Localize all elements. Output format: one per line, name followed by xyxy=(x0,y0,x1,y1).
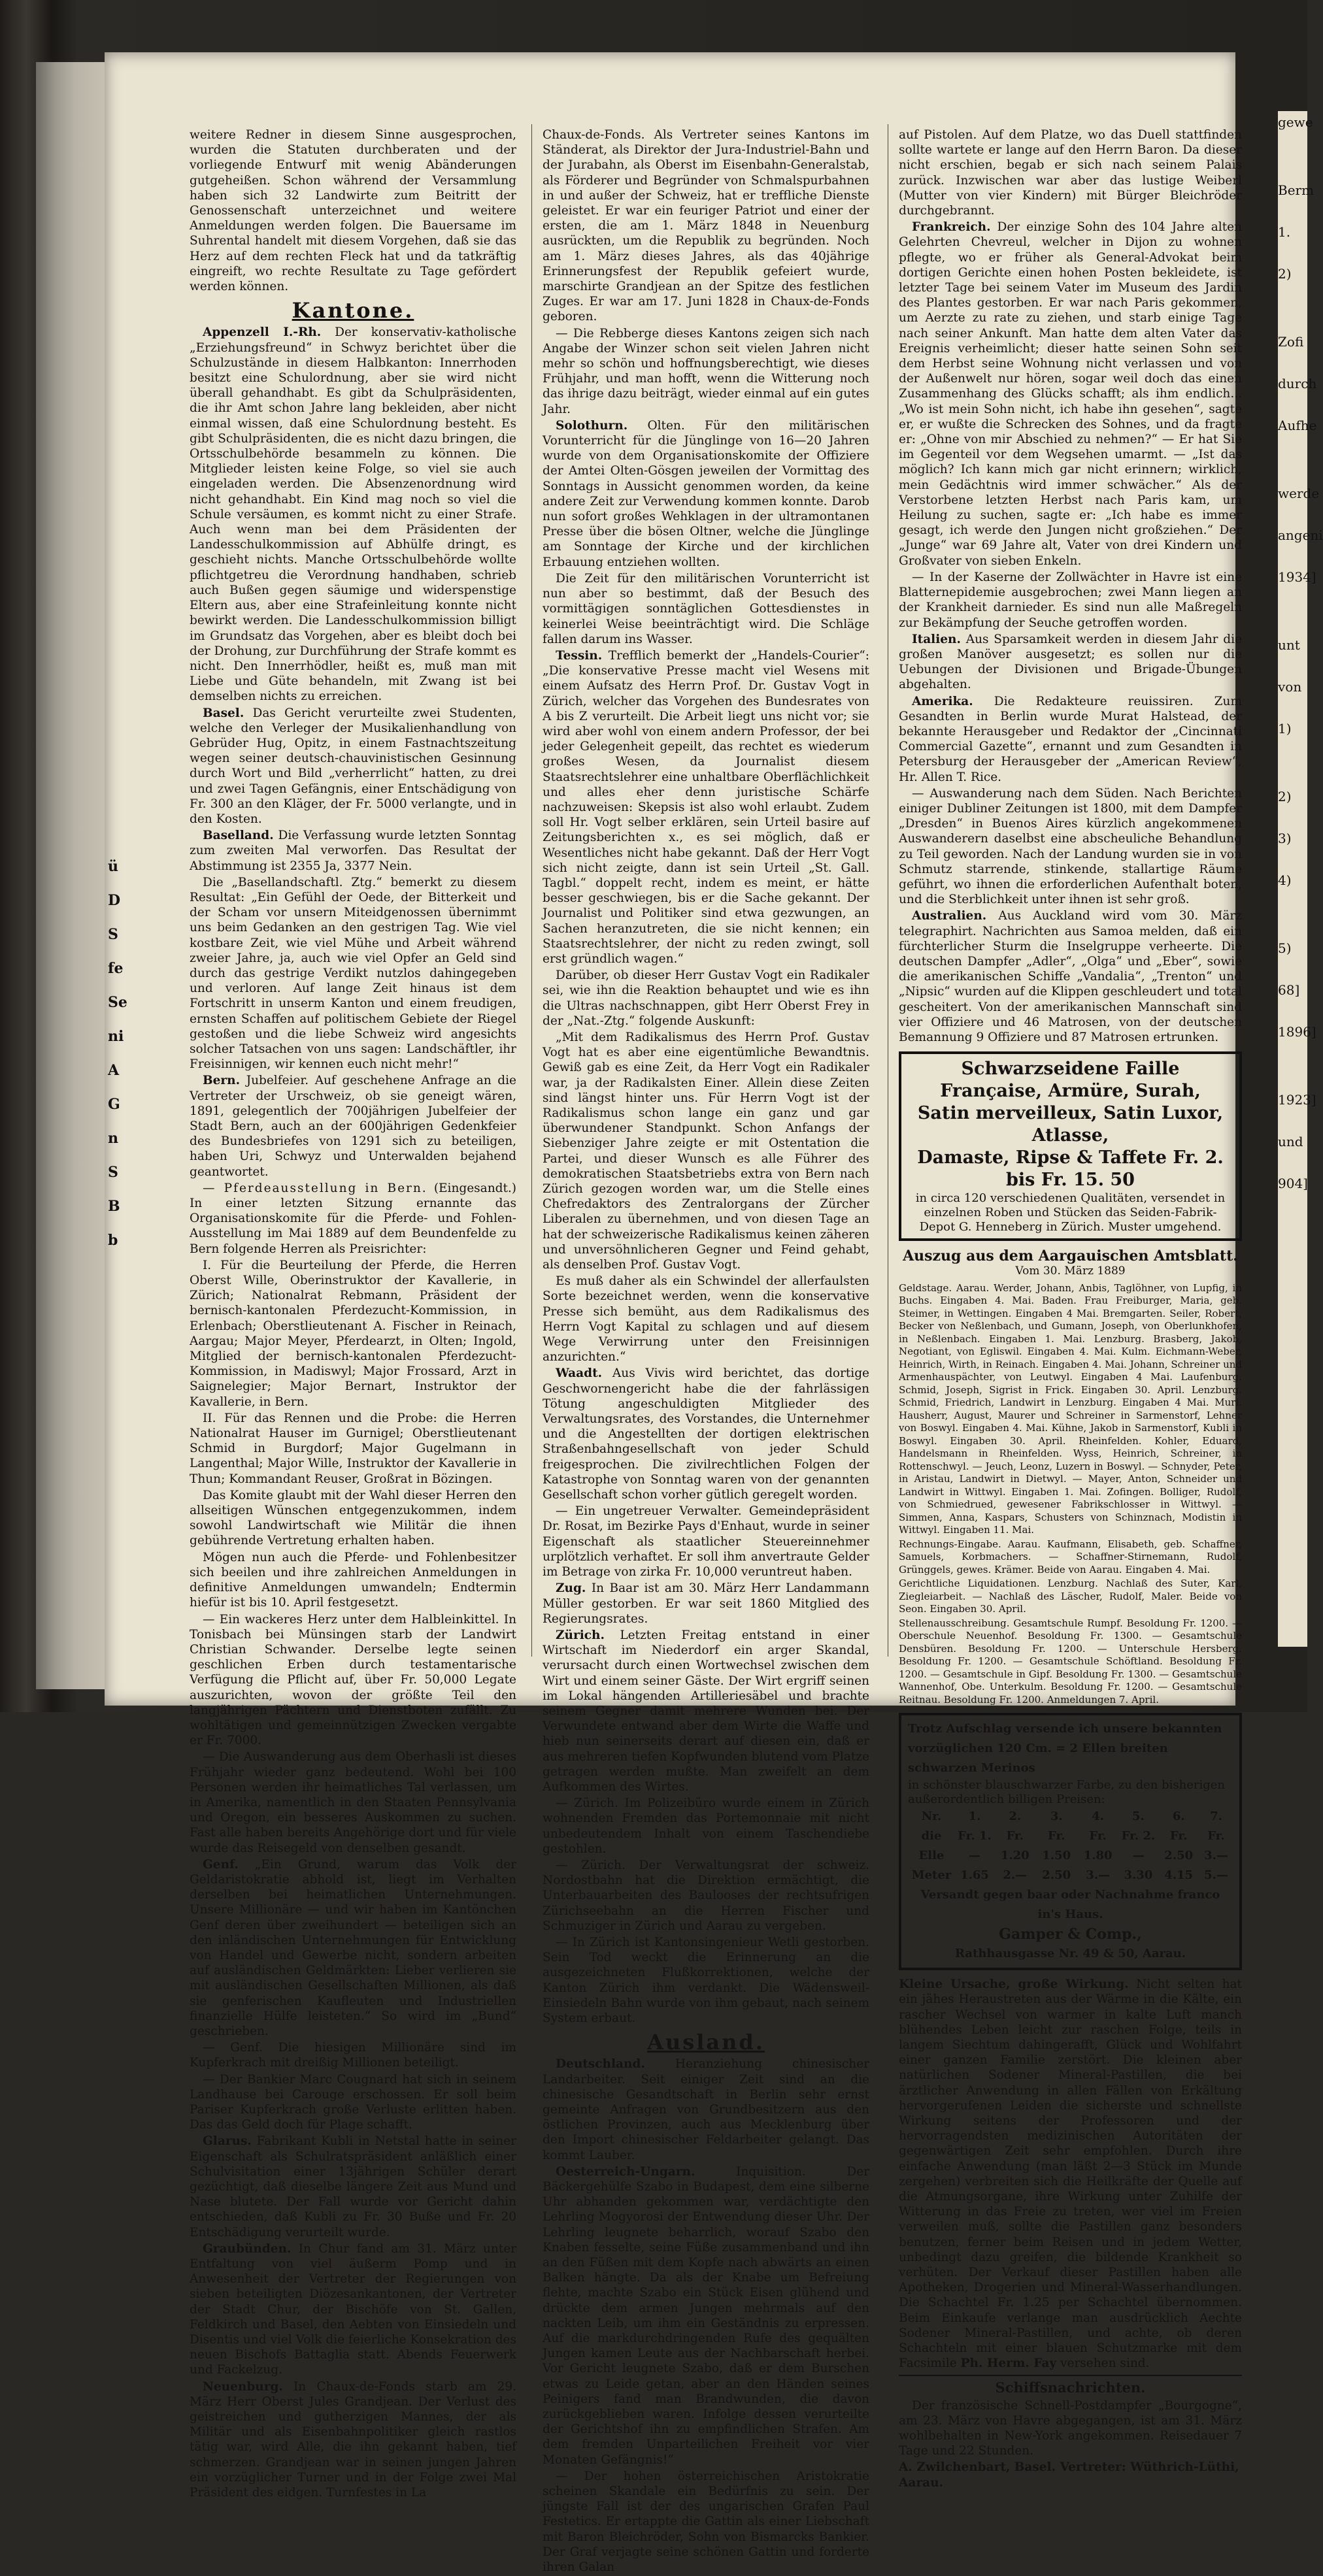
edge-fragment: 2) xyxy=(1278,266,1292,282)
edge-fragment: 1896] xyxy=(1278,1024,1316,1040)
ad-address: Rathhausgasse Nr. 49 & 50, Aarau. xyxy=(954,1947,1186,1961)
price-cell: 1. xyxy=(968,1809,981,1824)
silk-advertisement xyxy=(899,1051,1242,1241)
article-lead: Kleine Ursache, große Wirkung. xyxy=(899,1977,1129,1992)
section-heading: Kantone. xyxy=(292,298,414,323)
article-text: Die Zeit für den militärischen Vorunterricht ist nun aber so bestimmt, daß der Besuch des vormittägigen sonntäglichen Gottesdienstes in keinerlei Weise beeinträchtigt wird. Die Schläge fallen darum ins Wasser. xyxy=(543,571,869,646)
ad-headline: Satin merveilleux, Satin Luxor, Atlasse, xyxy=(917,1103,1224,1146)
article-text: — Zürich. Der Verwaltungsrat der schweiz. Nordostbahn hat die Direktion ermächtigt, die Unterbauarbeiten des Baulooses der rechtsufrigen Zürichseebahn an die Herren Fischer und Schmuziger in Zürich und Aarau zu vergeben. xyxy=(543,1858,869,1933)
article-text: Der konservativ-katholische „Erziehungsfreund“ in Schwyz berichtet über die Schulzustände in diesem Halbkanton: Innerrhoden besitzt eine Schulordnung, aber sie wird nicht überall gehandhabt. Es gibt da Schulpräsidenten, die ihr Amt schon Jahre lang bekleiden, aber nicht einmal wissen, daß eine Schulordnung besteht. Es gibt Schulpräsidenten, die es nicht dazu bringen, die Ortsschulbehörde besammeln zu können. Die Mitglieder leisten keine Folge, so viel sie auch eingeladen werden. Die Absenzenordnung wird nicht gehandhabt. Ein Kind mag noch so viel die Schule versäumen, es kommt nicht zu einer Strafe. Auch wenn man bei dem Präsidenten der Landesschulkommission auf Abhülfe dringt, es geschieht nichts. Manche Ortsschulbehörde wollte pflichtgetreu die Verordnung handhaben, schrieb auch Bußen gegen säumige und widerspenstige Eltern aus, aber eine Strafeinleitung konnte nicht bewirkt werden. Die Landesschulkommission billigt im Grundsatz das Vorgehen, aber es bleibt doch bei der Drohung, zur Durchführung der Strafe kommt es nicht. Den Innerrhödler, heißt es, muß man mit Liebe und Güte behandeln, mit Zwang ist bei demselben nichts zu erreichen. xyxy=(190,325,516,704)
price-cell: 6. xyxy=(1172,1809,1185,1824)
price-cell: 2.50 xyxy=(1042,1868,1071,1883)
article-text: — Die Auswanderung aus dem Oberhasli ist dieses Frühjahr wieder ganz bedeutend. Wohl bei 100 Personen werden ihr heimatliches Tal verlassen, um in Amerika, namentlich in den Staaten Pennsylvania und Oregon, ein besseres Auskommen zu suchen. Fast alle haben bereits Angehörige dort und für viele wurde das Reisegeld von denselben gesandt. xyxy=(190,1750,516,1855)
article-text: (Eingesandt.) In einer letzten Sitzung ernannte das Organisationskomite für die Pferde- und Fohlen-Ausstellung im Mai 1889 auf dem Beundenfelde zu Bern folgende Herren als Preisrichter: xyxy=(190,1181,516,1256)
article-text: „Mit dem Radikalismus des Herrn Prof. Gustav Vogt hat es aber eine eigentümliche Bewandtnis. Gewiß gab es eine Zeit, da Herr Vogt ein Radikaler war, ja der Radikalsten Einer. Allein diese Zeiten sind längst hinter uns. Für Herrn Vogt ist der Radikalismus schon lange ein ganz und gar überwundener Standpunkt. Schon Anfangs der Siebenziger Jahre zeigte er mit Ostentation die Partei, und dieser Wunsch es alle Führer des demokratischen Staatsbetriebs extra von Bern nach Zürich gezogen worden war, um die Stelle eines Chefredaktors des Zentralorgans der Zürcher Liberalen zu übernehmen, und von diesen Tage an hat der schweizerische Radikalismus keinen zäheren und unversöhnlicheren Gegner und Feind gehabt, als denselben Prof. Gustav Vogt. xyxy=(543,1030,869,1272)
edge-fragment: 1934] xyxy=(1278,569,1316,585)
right-edge-fragments xyxy=(1278,111,1323,1647)
article-lead: Tessin. xyxy=(556,648,603,663)
edge-fragment: 904] xyxy=(1278,1176,1308,1191)
edge-fragment: 1. xyxy=(1278,224,1291,240)
edge-fragment: Zofi xyxy=(1278,334,1304,350)
price-cell: Fr. 2.50 xyxy=(1164,1829,1194,1863)
edge-fragment: angeni xyxy=(1278,527,1323,543)
margin-fragment: D xyxy=(108,892,121,909)
ad-text: Versandt gegen baar oder Nachnahme franco in's Haus. xyxy=(920,1888,1220,1922)
ad-text: Trotz Aufschlag versende ich unsere bekannten xyxy=(908,1722,1222,1736)
edge-fragment: von xyxy=(1278,679,1302,695)
article-lead: Australien. xyxy=(912,909,987,923)
article-lead: Basel. xyxy=(203,706,244,720)
signature: Ph. Herm. Fay xyxy=(960,2356,1057,2371)
article-lead: Zürich. xyxy=(556,1628,605,1642)
article-text: Es muß daher als ein Schwindel der allerfaulsten Sorte bezeichnet werden, wenn die konservative Presse sich bemüht, aus dem Radikalismus des Herrn Vogt Kapital zu schlagen und auf diesem Wege Verwirrung unter den Freisinnigen anzurichten.“ xyxy=(543,1274,869,1364)
article-text: „Ein Grund, warum das Volk der Geldaristokratie abhold ist, liegt im Verhalten derselben bei heimatlichen Unternehmungen. Unsere Millionäre — und wir haben im Kantönchen Genf deren über zweihundert — beteiligen sich an den inländischen Unternehmungen für Entwicklung von Handel und Gewerbe nicht, sondern arbeiten auf ausländischen Geldmärkten: Lieber verlieren sie mit ausländischen Gesellschaften Millionen, als daß sie genferischen Kaufleuten und Industriellen finanzielle Hülfe leisteten.“ So wird im „Bund“ geschrieben. xyxy=(190,1857,516,2038)
article-text: Die „Basellandschaftl. Ztg.“ bemerkt zu diesem Resultat: „Ein Gefühl der Oede, der Bitterkeit und der Scham vor unsern Miteidgenossen übernimmt uns beim Gedanken an den gestrigen Tag. Wie viel kostbare Zeit, wie viel Mühe und Arbeit während zweier Jahre, ja, auch wie viel Opfer an Geld sind durch das gestrige Verdikt nutzlos dahingegeben und verloren. Auf lange Zeit hinaus ist dem Fortschritt in unserm Kanton und einem freudigen, ernsten Schaffen auf politischem Gebiete der Riegel gestoßen und die liebe Schweiz wird angesichts solcher Tatsachen von uns sagen: Landschäftler, ihr Freisinnigen, wir kennen euch nicht mehr!“ xyxy=(190,875,516,1072)
article-text: In Chaux-de-Fonds starb am 29. März Herr Oberst Jules Grandjean. Der Verlust des geistreichen und gutherzigen Mannes, der als Militär und als Eisenbahnpolitiker gleich rastlos tätig war, wird Alle, die ihn gekannt haben, tief schmerzen. Grandjean war in seinen jungen Jahren ein vorzüglicher Turner und in der Folge zwei Mal Präsident des eidgen. Turnfestes in La xyxy=(190,2379,516,2500)
margin-fragment: S xyxy=(108,926,118,943)
edge-fragment: werde xyxy=(1278,486,1320,501)
article-text: Letzten Freitag entstand in einer Wirtschaft im Niederdorf ein arger Skandal, verursacht durch einen Wortwechsel zwischen dem Wirt und einem seiner Gäste. Der Wirt ergriff seinen im Lokal hängenden Artilleriesäbel und brachte seinem Gegner damit mehrere Wunden bei. Der Verwundete entwand aber dem Wirte die Waffe und hieb nun seinerseits derart auf diesen ein, daß er aus mehreren tiefen Kopfwunden blutend vom Platze getragen werden mußte. Man zweifelt an dem Aufkommen des Wirtes. xyxy=(543,1628,869,1794)
article-text: Die Verfassung wurde letzten Sonntag zum zweiten Mal verworfen. Das Resultat der Abstimmung ist 2355 Ja, 3377 Nein. xyxy=(190,829,516,873)
article-text: In Baar ist am 30. März Herr Landammann Müller gestorben. Er war seit 1860 Mitglied des Regierungsrates. xyxy=(543,1581,869,1626)
article-text: Das Gericht verurteilte zwei Studenten, welche den Verleger der Musikalienhandlung von Gebrüder Hug, Opitz, in einem Fastnachtszeitung wegen seiner deutsch-chauvinistischen Gesinnung durch Wort und Bild „verherrlicht“ hatten, zu drei und zwei Tagen Gefängnis, einer Entschädigung von Fr. 300 an den Kläger, der Fr. 5000 verlangte, und in den Kosten. xyxy=(190,706,516,826)
article-text: versehen sind. xyxy=(1060,2356,1150,2371)
edge-fragment: 68] xyxy=(1278,982,1300,998)
amtsblatt-date: Vom 30. März 1889 xyxy=(1015,1264,1126,1278)
article-lead: Oesterreich-Ungarn. xyxy=(556,2164,695,2179)
article-lead: Graubünden. xyxy=(203,2241,292,2256)
article-text: — Der hohen österreichischen Aristokratie scheinen Skandale ein Bedürfnis zu sein. Der jüngste Fall ist der des ungarischen Grafen Paul Festetics. Er ertappte die Gattin als einer Liebschaft mit Baron Bleichröder, Sohn von Bismarcks Bankier. Der Graf verjagte seine schönen Gattin und forderte ihren Galan xyxy=(543,2469,869,2575)
margin-fragment: fe xyxy=(108,960,124,977)
article-lead: Genf. xyxy=(203,1857,239,1872)
column-3 xyxy=(899,127,1242,2490)
article-text: In Chur fand am 31. März unter Entfaltung von viel äußerm Pomp und in Anwesenheit der Vertreter der Regierungen von sieben beteiligten Diözesankantonen, der Vertreter der Stadt Chur, der Bischöfe von St. Gallen, Feldkirch und Basel, den Aebten von Einsiedeln und Disentis und viel Volk die feierliche Konsekration des neuen Bischofs Battaglia statt. Abends Feuerwerk und Fackelzug. xyxy=(190,2241,516,2377)
price-cell: Meter xyxy=(911,1868,952,1883)
ad-firm: Gamper & Comp., xyxy=(999,1926,1142,1943)
article-text: Das Komite glaubt mit der Wahl dieser Herren den allseitigen Wünschen entgegenzukommen, indem sowohl Landwirtschaft wie Militär die ihnen gebührende Vertretung erhalten haben. xyxy=(190,1488,516,1548)
price-cell: Fr. 1.50 xyxy=(1042,1829,1071,1863)
article-text: — In Zürich ist Kantonsingenieur Wetli gestorben. Sein Tod weckt die Erinnerung an die ausgezeichneten Flußkorrektionen, welche der Kanton Zürich ihm verdankt. Die Wädensweil-Einsiedeln Bahn wurde von ihm gebaut, nach seinem System erbaut. xyxy=(543,1935,869,2025)
margin-fragment: Se xyxy=(108,994,127,1011)
article-lead: Appenzell I.-Rh. xyxy=(203,325,322,340)
article-text: — In der Kaserne der Zollwächter in Havre ist eine Blatternepidemie ausgebrochen; zwei Mann liegen an der Krankheit darnieder. Es sind nun alle Maßregeln zur Bekämpfung der Seuche getroffen worden. xyxy=(899,570,1242,630)
column-2 xyxy=(543,127,869,2576)
price-cell: Nr. xyxy=(921,1809,942,1824)
margin-fragment: ü xyxy=(108,858,118,875)
article-text: — Auswanderung nach dem Süden. Nach Berichten einiger Dubliner Zeitungen ist 1800, mit dem Dampfer „Dresden“ in Buenos Aires kürzlich angekommenen Auswanderern daselbst eine abscheuliche Behandlung zu Teil geworden. Nach der Landung wurden sie in von Schmutz starrende, stinkende, stallartige Räume geführt, wo ihnen die erforderlichen Aufenthalt boten, und die Sterblichkeit unter ihnen ist sehr groß. xyxy=(899,786,1242,907)
margin-fragment: A xyxy=(108,1062,120,1079)
price-cell: 2. xyxy=(1009,1809,1022,1824)
article-lead: Amerika. xyxy=(912,694,973,708)
article-text: Fabrikant Kubli in Netstal hatte in seiner Eigenschaft als Schulratspräsident anläßlich einer Schulvisitation einer 13jährigen Schüler derart gezüchtigt, daß dieselbe längere Zeit aus Mund und Nase blutete. Der Fall wurde vor Gericht dahin entschieden, daß Kubli zu Fr. 30 Buße und Fr. 20 Entschädigung verurteilt wurde. xyxy=(190,2134,516,2239)
article-text: Der einzige Sohn des 104 Jahre alten Gelehrten Chevreul, welcher in Dijon zu wohnen pflegte, wo er früher als General-Advokat beim dortigen Gerichte einen hohen Posten bekleidete, ist letzter Tage bei seinem Vater im Museum des Jardin des Plantes gestorben. Er war nach Paris gekommen, um Aerzte zu rate zu ziehen, und starb einige Tage nach seiner Ankunft. Man hatte dem alten Vater das Ereignis verheimlicht; dieser hatte seinen Sohn seit dem Herbst seine Wohnung nicht verlassen und von der Außenwelt nur hören, sogar weil doch das einen Zusammenhang des Glücks schafft; als ihm endlich... „Wo ist mein Sohn nicht, ich habe ihn gesehen“, sagte er, er wußte die Schrecken des Sohnes, und da fragte er: „Ohne von mir Abschied zu nehmen?“ — Er hat Sie im Gegenteil vor dem Wegsehen umarmt. — „Ist das möglich? Ich kann mich gar nicht erinnern; wirklich, mein Gedächtnis wird immer schwächer.“ Als der Verstorbene letzten Herbst nach Paris kam, um Heilung zu suchen, sagte er: „Ich habe es immer gesagt, ich werde den Jungen nicht großziehen.“ Der „Junge“ war 69 Jahre alt, Vater von drei Kindern und Großvater von sieben Enkeln. xyxy=(899,220,1242,568)
article-text: Chaux-de-Fonds. Als Vertreter seines Kantons im Ständerat, als Direktor der Jura-Industriel-Bahn und der Jurabahn, als Oberst im Eisenbahn-Generalstab, als Förderer und Begründer von Schmalspurbahnen in und außer der Schweiz, hat er treffliche Dienste geleistet. Er war ein feuriger Patriot und einer der ersten, die am 1. März 1848 in Neuenburg ausrückten, um die Republik zu begründen. Noch am 1. März dieses Jahres, als das 40jährige Erinnerungsfest der Republik gefeiert wurde, marschirte Grandjean an der Spitze des festlichen Zuges. Er war am 17. Juni 1828 in Chaux-de-Fonds geboren. xyxy=(543,128,869,324)
price-cell: Fr. 1.20 xyxy=(1000,1829,1030,1863)
article-lead: Waadt. xyxy=(556,1366,603,1381)
article-text: — Ein wackeres Herz unter dem Halbleinkittel. In Tonisbach bei Münsingen starb der Landwirt Christian Schwander. Derselbe legte seinen geschlichen Erben durch testamentarische Verfügung die Pflicht auf, über Fr. 50,000 Legate auszurichten, wovon der größte Teil den langjährigen Pächtern und Dienstboten zufällt. Zu wohltätigen und gemeinnützigen Zwecken vergabte er Fr. 7000. xyxy=(190,1612,516,1748)
article-text: Trefflich bemerkt der „Handels-Courier“: „Die konservative Presse macht viel Wesens mit einem Aufsatz des Herrn Prof. Dr. Gustav Vogt in Zürich, welcher das Vorgehen des Bundesrates von A bis Z verurteilt. Die Arbeit liegt uns nicht vor; sie wird aber wohl von einem andern Professor, der bei jeder Gelegenheit gepeilt, das rechtet es wiederum großes Wesen, da Journalist diesem Staatsrechtslehrer eine unhaltbare Oberflächlichkeit und alles eher denn juristische Schärfe nachzuweisen: Skepsis ist also wohl erlaubt. Zudem soll Hr. Vogt selber erklären, sein Urteil basire auf Zeitungsberichten x., es sei möglich, daß er Wesentliches nicht habe gekannt. Daß der Herr Vogt sich nicht zeigte, dann ist sein Urteil „St. Gall. Tagbl.“ doppelt recht, indem es meint, er hätte besser geschwiegen, bis er die Sache gekannt. Der Journalist und Politiker sind etwa gezwungen, an Sachen heranzutreten, die sie nicht kennen; ein Staatsrechtslehrer, der nicht zu reden zwingt, soll erst gründlich wagen.“ xyxy=(543,648,869,966)
edge-fragment: gewe xyxy=(1278,114,1313,130)
article-lead: Bern. xyxy=(203,1074,241,1088)
margin-fragment: S xyxy=(108,1164,118,1181)
article-text: — Zürich. Im Polizeibüro wurde einem in Zürich wohnenden Fremden das Portemonnaie mit nicht unbedeutendem Inhalt von einem Taschendiebe gestohlen. xyxy=(543,1796,869,1856)
article-lead: Glarus. xyxy=(203,2134,252,2149)
article-text: Olten. Für den militärischen Vorunterricht für die Jünglinge von 16—20 Jahren wurde von dem Organisationskomite der Offiziere der Amtei Olten-Gösgen jeweilen der Vormittag des Sonntags in Aussicht genommen worden, da keine andere Zeit zur Verwendung kommen konnte. Darob nun sofort großes Wehklagen in der ultramontanen Presse über die bösen Oltner, welche die Jünglinge am Sonntage der Kirche und der kirchlichen Erbauung entziehen wollten. xyxy=(543,418,869,569)
article-text: — Genf. Die hiesigen Millionäre sind im Kupferkrach mit dreißig Millionen beteiligt. xyxy=(190,2041,516,2070)
article-text: weitere Redner in diesem Sinne ausgesprochen, wurden die Statuten durchberaten und der vorliegende Entwurf mit wenig Abänderungen gutgeheißen. Schon während der Versammlung haben sich 32 Landwirte zum Beitritt der Genossenschaft unterzeichnet und weitere Anmeldungen werden folgen. Die Bauersame im Suhrental handelt mit diesem Vorgehen, daß sie das Herz auf dem rechten Fleck hat und da tatkräftig eingreift, wo rechte Resultate zu Tage gefördert werden können. xyxy=(190,128,516,294)
article-lead: Solothurn. xyxy=(556,418,628,433)
price-cell: Fr. 3.— xyxy=(1204,1829,1228,1863)
margin-fragment: G xyxy=(108,1096,120,1113)
price-cell: 3.— xyxy=(1086,1868,1111,1883)
ad-headline: Damaste, Ripse & Taffete Fr. 2. bis Fr. 15. 50 xyxy=(917,1148,1224,1191)
amtsblatt-entry: Stellenausschreibung. Gesamtschule Rumpf. Besoldung Fr. 1200. — Oberschule Neuenhof. Besoldung Fr. 1300. — Gesamtschule Densbüren. Besoldung Fr. 1200. — Unterschule Hersberg. Besoldung Fr. 1200. — Gesamtschule Schöftland. Besoldung Fr. 1200. — Gesamtschule in Gipf. Besoldung Fr. 1300. — Gesamtschule Wannenhof, Obe. Unterkulm. Besoldung Fr. 1200. — Gesamtschule Reitnau. Besoldung Fr. 1200. Anmeldungen 7. April. xyxy=(899,1617,1242,1706)
amtsblatt-listing xyxy=(899,1282,1242,1707)
edge-fragment: 5) xyxy=(1278,940,1292,956)
edge-fragment: 1) xyxy=(1278,721,1292,736)
margin-fragment: b xyxy=(108,1232,118,1249)
edge-fragment: durch xyxy=(1278,376,1317,391)
edge-fragment: Berm xyxy=(1278,182,1315,198)
edge-fragment: 2) xyxy=(1278,789,1292,804)
ad-headline: Schwarzseidene Faille Française, Armüre, Surah, xyxy=(940,1059,1201,1102)
article-text: — Ein ungetreuer Verwalter. Gemeindepräsident Dr. Rosat, im Bezirke Pays d'Enhaut, wurde in seiner Eigenschaft als staatlicher Steuereinnehmer urplötzlich verhaftet. Er soll ihm anvertraute Gelder im Betrage von zirka Fr. 10,000 veruntreut haben. xyxy=(543,1504,869,1579)
article-text: Aus Vivis wird berichtet, das dortige Geschwornengericht habe die der fahrlässigen Tötung angeschuldigten Mitglieder des Verwaltungsrates, des Vorstandes, die Unternehmer und die Angestellten der dortigen elektrischen Straßenbahngesellschaft von jeder Schuld freigesprochen. Die zivilrechtlichen Folgen der Katastrophe von Sonntag waren von der genannten Gesellschaft schon vorher gütlich geregelt worden. xyxy=(543,1366,869,1502)
left-margin-fragments xyxy=(108,850,127,1634)
article-text: Aus Auckland wird vom 30. März telegraphirt. Nachrichten aus Samoa melden, daß ein fürchterlicher Sturm die Inselgruppe verheerte. Die deutschen Dampfer „Adler“, „Olga“ und „Eber“, sowie die amerikanischen Schiffe „Vandalia“, „Trenton“ und „Nipsic“ wurden auf die Klippen geschleudert und total gescheitert. Von der amerikanischen Mannschaft sind vier Offiziere und 46 Matrosen, von der deutschen Bemannung 9 Offiziere und 87 Matrosen ertrunken. xyxy=(899,909,1242,1044)
article-text: Der französische Schnell-Postdampfer „Bourgogne“, am 23. März von Havre abgegangen, ist am 31. März wohlbehalten in New-York angekommen. Reisedauer 7 Tage und 22 Stunden. xyxy=(899,2398,1242,2458)
ad-text: vorzüglichen 120 Cm. = 2 Ellen breiten schwarzen Merinos xyxy=(908,1742,1168,1775)
price-cell: 5. xyxy=(1132,1809,1145,1824)
price-cell: 4. xyxy=(1092,1809,1105,1824)
article-text: Mögen nun auch die Pferde- und Fohlenbesitzer sich beeilen und ihre zahlreichen Anmeldungen in definitive Anmeldungen umwandeln; Endtermin hiefür ist bis 10. April festgesetzt. xyxy=(190,1550,516,1610)
article-subhead: — Pferdeausstellung in Bern. xyxy=(203,1181,427,1195)
divider xyxy=(899,2375,1242,2376)
article-text: — Der Bankier Marc Cougnard hat sich in seinem Landhause bei Carouge erschossen. Er soll beim Pariser Kupferkrach große Verluste erlitten haben. Das das Geld doch für Plage schafft. xyxy=(190,2072,516,2132)
article-lead: Deutschland. xyxy=(556,2057,645,2072)
edge-fragment: unt xyxy=(1278,637,1300,653)
margin-fragment: n xyxy=(108,1130,118,1147)
left-page-stack xyxy=(36,62,111,1689)
amtsblatt-heading: Auszug aus dem Aargauischen Amtsblatt. xyxy=(903,1247,1238,1265)
price-cell: 3.30 xyxy=(1124,1868,1153,1883)
article-text: Aus Sparsamkeit werden in diesem Jahr die großen Manöver ausgesetzt; es sollen nur die Uebungen der Divisionen und Brigade-Übungen abgehalten. xyxy=(899,632,1242,692)
ad-text: in circa 120 verschiedenen Qualitäten, versendet in einzelnen Roben und Stücken das Seiden-Fabrik-Depot G. Henneberg in Zürich. Muster umgehend. xyxy=(915,1191,1226,1234)
margin-fragment: B xyxy=(108,1198,120,1215)
article-lead: Zug. xyxy=(556,1581,586,1596)
price-cell: 2.— xyxy=(1003,1868,1028,1883)
article-text: Jubelfeier. Auf geschehene Anfrage an die Vertreter der Urschweiz, ob sie geneigt wären, 1891, gelegentlich der 700jährigen Jubelfeier der Stadt Bern, auch an der 600jährigen Gedenkfeier des Bundesbriefes von 1291 sich zu beteiligen, haben Uri, Schwyz und Unterwalden bejahend geantwortet. xyxy=(190,1074,516,1179)
amtsblatt-entry: Gerichtliche Liquidationen. Lenzburg. Nachlaß des Suter, Karl, Ziegleiarbeit. — Nachlaß des Läscher, Rudolf, Maler. Beide von Seon. Eingaben 30. April. xyxy=(899,1577,1242,1615)
price-cell: Fr. 1.— xyxy=(958,1829,992,1863)
edge-fragment: und xyxy=(1278,1134,1303,1149)
article-lead: Neuenburg. xyxy=(203,2379,283,2394)
price-table xyxy=(908,1807,1233,1885)
article-lead: Frankreich. xyxy=(912,220,991,235)
article-lead: Italien. xyxy=(912,632,961,646)
price-cell: 3. xyxy=(1050,1809,1063,1824)
price-cell: Fr. 1.80 xyxy=(1083,1829,1113,1863)
price-cell: 1.65 xyxy=(960,1868,989,1883)
section-heading: Ausland. xyxy=(647,2030,765,2055)
article-text: Darüber, ob dieser Herr Gustav Vogt ein Radikaler sei, wie ihn die Reaktion behauptet und wie es ihn die Ultras nachschnappen, gibt Herr Oberst Frey in der „Nat.-Ztg.“ folgende Auskunft: xyxy=(543,968,869,1028)
price-cell: die Elle xyxy=(918,1829,945,1863)
margin-fragment: ni xyxy=(108,1028,124,1045)
article-text: I. Für die Beurteilung der Pferde, die Herren Oberst Wille, Oberinstruktor der Kavallerie, in Zürich; Nationalrat Rebmann, Präsident der bernisch-kantonalen Pferdezucht-Kommission, in Erlenbach; Oberstlieutenant A. Fischer in Reinach, Aargau; Major Meyer, Pferdearzt, in Olten; Ingold, Mitglied der bernisch-kantonalen Pferdezucht-Kommission, in Madiswyl; Major Frossard, Arzt in Saignelegier; Major Bernart, Instruktor der Kavallerie, in Bern. xyxy=(190,1258,516,1409)
shipping-agent: A. Zwilchenbart, Basel. Vertreter: Wüthrich-Lüthi, Aarau. xyxy=(899,2460,1239,2490)
article-lead: Baselland. xyxy=(203,829,274,843)
edge-fragment: Aufhe xyxy=(1278,418,1317,433)
merinos-advertisement xyxy=(899,1713,1242,1970)
edge-fragment: 3) xyxy=(1278,831,1292,846)
edge-fragment: 1923] xyxy=(1278,1092,1316,1108)
amtsblatt-entry: Geldstage. Aarau. Werder, Johann, Anbis, Taglöhner, von Lupfig, in Buchs. Eingaben 4. Mai. Baden. Frau Freiburger, Maria, geb. Steimer, in Wettingen. Eingaben 4 Mai. Bremgarten. Seiler, Robert, Becker von Neßlenbach, und Gumann, Joseph, von Oberlunkhofen, in Neßlenbach. Eingaben 1. Mai. Lenzburg. Brasberg, Jakob, Negotiant, von Egliswil. Eingaben 4. Mai. Kulm. Eichmann-Weber, Heinrich, Wirth, in Reinach. Eingaben 4. Mai. Johann, Schreiner und Armenhauspächter, von Leutwyl. Eingaben 4 Mai. Laufenburg. Schmid, Joseph, Sigrist in Frick. Eingaben 30. April. Lenzburg. Schmid, Friedrich, Landwirt in Lenzburg. Eingaben 4 Mai. Muri. Hausherr, August, Maurer und Schreiner in Sarmenstorf, Lehner von Boswyl. Eingaben 4. Mai. Kühne, Jakob in Sarmenstorf, Kubli in Boswyl. Eingaben 30. April. Rheinfelden. Kohler, Eduard, Handelsmann in Rheinfelden. Wyss, Heinrich, Schreiner, in Rottenschwyl. — Jeuch, Leonz, Luzern in Boswyl. — Schnyder, Peter, in Aristau, Landwirt in Dietwyl. — Mayer, Anton, Schneider und Landwirt in Wittwyl. Eingaben 1. Mai. Zofingen. Bolliger, Rudolf, von Schmiedrued, gewesener Fabrikschlosser in Wittwyl. — Simmen, Anna, Kaspars, Schusters von Schinznach, Modistin in Wittwyl. Eingaben 11. Mai. xyxy=(899,1281,1242,1536)
article-text: II. Für das Rennen und die Probe: die Herren Nationalrat Hauser im Gurnigel; Oberstlieutenant Schmid in Burgdorf; Major Gugelmann in Langenthal; Major Wille, Instruktor der Kavallerie in Thun; Kommandant Reuser, Großrat in Bözingen. xyxy=(190,1411,516,1486)
shipping-heading: Schiffsnachrichten. xyxy=(995,2379,1146,2396)
column-1 xyxy=(190,127,516,2502)
ad-text: in schönster blauschwarzer Farbe, zu den bisherigen außerordentlich billigen Preisen: xyxy=(908,1778,1225,1807)
price-cell: 5.— xyxy=(1204,1868,1228,1883)
article-text: Nicht selten hat ein jähes Heraustreten aus der Wärme in die Kälte, ein rascher Wechsel von warmer in kalte Luft manch blühendes Leben leicht zur raschen Folge, teils in langem Siechtum dahingerafft, Glück und Wohlfahrt einer ganzen Familie zerstört. Die kleinen aber natürlichen Sodener Mineral-Pastillen, die bei ärztlicher Anwendung in allen Fällen von Erkältung hervorgerufenen Leiden die sicherste und schnellste Wirkung seitens der Professoren und der hervorragendsten medizinischen Autoritäten der gegenwärtigen Zeit sehr empfohlen. Durch ihre einfache Anwendung (man läßt 2—3 Stück im Munde zergehen) verbreiten sich die Heilkräfte der Quelle auf die Atmungsorgane, ihre Wirkung unter Zuhilfe der Witterung in das Freie zu treten, wer viel im Freien verweilen muß, sollte die Pastillen ganz besonders benutzen, ferner beim Reisen und in jedem Wetter, unbedingt dazu greifen, die bildende Krankheit so verhüten. Der Verkauf dieser Pastillen haben alle Apotheken, Drogerien und Mineral-Wasserhandlungen. Die Schachtel Fr. 1.25 per Schachtel übernommen. Beim Einkaufe verlange man ausdrücklich Aechte Sodener Mineral-Pastillen, und achte, ob deren Schachteln mit einer blauen Schutzmarke mit dem Facsimile xyxy=(899,1977,1242,2371)
article-text: Heranziehung chinesischer Landarbeiter. Seit einiger Zeit sind an die chinesische Gesandtschaft in Berlin sehr ernst gemeinte Anfragen von Grundbesitzern aus den östlichen Provinzen, auch aus Mecklenburg über den Import chinesischer Feldarbeiter gelangt. Das kommt Lauber. xyxy=(543,2057,869,2162)
article-text: Die Redakteure reuissiren. Zum Gesandten in Berlin wurde Murat Halstead, der bekannte Herausgeber und Redaktor der „Cincinnati Commercial Gazette“, ernannt und zum Gesandten in Petersburg der Herausgeber der „American Review“, Hr. Allen T. Rice. xyxy=(899,694,1242,784)
article-text: auf Pistolen. Auf dem Platze, wo das Duell stattfinden sollte wartete er lange auf den Herrn Baron. Da dieser nicht erschien, begab er sich nach seinem Palais zurück. Inzwischen war aber das lustige Weiberl (Mutter von vier Kindern) mit Bürger Bleichröder durchgebrannt. xyxy=(899,128,1242,218)
column-rule xyxy=(531,124,532,1657)
amtsblatt-entry: Rechnungs-Eingabe. Aarau. Kaufmann, Elisabeth, geb. Schaffner, Samuels, Korbmachers. — Schaffner-Stirnemann, Rudolf, Grünggels, gewes. Krämer. Beide von Aarau. Eingaben 4. Mai. xyxy=(899,1538,1242,1576)
price-cell: Fr. 2.— xyxy=(1121,1829,1156,1863)
article-text: Inquisition. Der Bäckergehülfe Szabo in Budapest, dem eine silberne Uhr abhanden gekommen war, verdächtigte den Lehrling Mogyorosi der Entwendung dieser Uhr. Der Lehrling leugnete beharrlich, worauf Szabo den Knaben fesselte, seine Füße zusammenband und ihn an den Füßen mit dem Kopfe nach abwärts an einen Balken hängte. Da als der Knabe um Befreiung flehte, machte Szabo ein Stück Eisen glühend und drückte dem armen Jungen mehrmals auf den nackten Leib, um ihm ein Geständnis zu erpressen. Auf die markdurchdringenden Rufe des gequälten Jungen kamen Leute aus der Nachbarschaft herbei. Vor Gericht leugnete Szabo, daß er dem Burschen etwas zu Leide getan, aber an den Händen seines Peinigers fand man Brandwunden, die davon zurückgeblieben waren. Infolge dessen verurteilte der Gerichtshof ihn zu empfindlichen Strafen. Am dem fremden Unparteilichen Freiheit vor vier Monaten Gefängnis!“ xyxy=(543,2164,869,2467)
price-cell: 7. xyxy=(1210,1809,1222,1824)
article-text: — Die Rebberge dieses Kantons zeigen sich nach Angabe der Winzer schon seit vielen Jahren nicht mehr so schön und hoffnungsberechtigt, wie dieses Frühjahr, und man hofft, wenn die Witterung noch das ihrige dazu beiträgt, wieder einmal auf ein gutes Jahr. xyxy=(543,326,869,416)
price-cell: 4.15 xyxy=(1164,1868,1194,1883)
edge-fragment: 4) xyxy=(1278,872,1292,888)
